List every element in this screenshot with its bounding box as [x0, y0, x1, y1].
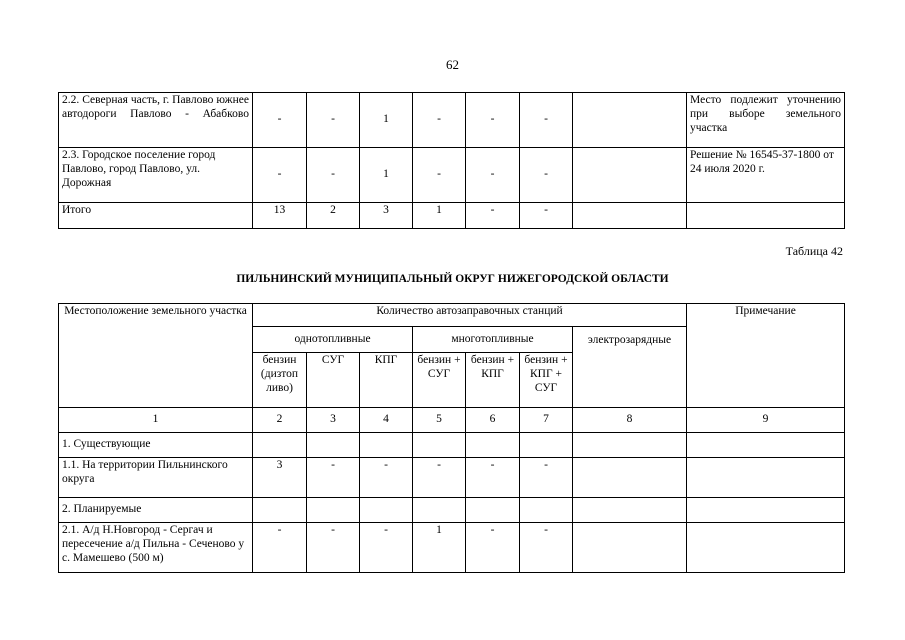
table-row [59, 148, 845, 203]
header-sub: бензин + КПГ [466, 353, 520, 408]
location-cell: 2. Планируемые [59, 498, 253, 523]
value-cell: - [413, 458, 466, 498]
value-cell [520, 498, 573, 523]
table-caption: Таблица 42 [785, 244, 843, 258]
value-cell: - [520, 93, 573, 148]
value-cell [360, 433, 413, 458]
column-number: 8 [573, 408, 687, 433]
value-cell: - [520, 148, 573, 203]
value-cell [307, 498, 360, 523]
header-location: Местоположение земельного участка [59, 304, 253, 408]
value-cell: 13 [253, 203, 307, 229]
table-row [59, 523, 845, 573]
location-cell: 1. Существующие [59, 433, 253, 458]
value-cell [573, 93, 687, 148]
value-cell: 1 [360, 148, 413, 203]
note-cell: Место подлежит уточнению при выборе земельного участка [687, 93, 845, 148]
table-row [59, 203, 845, 229]
value-cell: - [253, 93, 307, 148]
value-cell [466, 498, 520, 523]
location-cell: 2.2. Северная часть, г. Павлово южнее автодороги Павлово - Абабково [59, 93, 253, 148]
value-cell: 3 [360, 203, 413, 229]
header-row [59, 304, 845, 327]
header-sub: бензин (дизтоп ливо) [253, 353, 307, 408]
top-table [58, 92, 845, 229]
value-cell: - [307, 93, 360, 148]
note-cell: Решение № 16545-37-1800 от 24 июля 2020 г. [687, 148, 845, 203]
note-cell [687, 498, 845, 523]
header-single-fuel: однотопливные [253, 327, 413, 353]
column-number: 1 [59, 408, 253, 433]
value-cell: - [520, 458, 573, 498]
table-row [59, 433, 845, 458]
page-number: 62 [446, 57, 459, 72]
header-sub: бензин + КПГ + СУГ [520, 353, 573, 408]
column-number: 2 [253, 408, 307, 433]
value-cell [573, 523, 687, 573]
note-cell [687, 458, 845, 498]
value-cell [466, 433, 520, 458]
header-sub: СУГ [307, 353, 360, 408]
value-cell [520, 433, 573, 458]
value-cell: - [466, 523, 520, 573]
value-cell: - [413, 148, 466, 203]
header-electric: электрозарядные [573, 327, 687, 408]
value-cell [253, 498, 307, 523]
location-cell: 1.1. На территории Пильнинского округа [59, 458, 253, 498]
value-cell: - [466, 203, 520, 229]
table-row [59, 93, 845, 148]
value-cell [413, 498, 466, 523]
value-cell [573, 148, 687, 203]
value-cell: 1 [413, 203, 466, 229]
value-cell: - [466, 93, 520, 148]
value-cell: 2 [307, 203, 360, 229]
location-cell: 2.1. А/д Н.Новгород - Сергач и пересечение а/д Пильна - Сеченово у с. Мамешево (500 м) [59, 523, 253, 573]
value-cell: 1 [413, 523, 466, 573]
column-number: 7 [520, 408, 573, 433]
value-cell: - [360, 523, 413, 573]
value-cell [573, 498, 687, 523]
note-cell [687, 523, 845, 573]
main-table [58, 303, 845, 573]
table-title: ПИЛЬНИНСКИЙ МУНИЦИПАЛЬНЫЙ ОКРУГ НИЖЕГОРОДСКОЙ ОБЛАСТИ [236, 273, 669, 285]
value-cell: - [307, 148, 360, 203]
value-cell [573, 433, 687, 458]
column-number: 6 [466, 408, 520, 433]
note-cell [687, 433, 845, 458]
value-cell: - [360, 458, 413, 498]
value-cell [573, 203, 687, 229]
column-number: 4 [360, 408, 413, 433]
value-cell [253, 433, 307, 458]
value-cell: - [413, 93, 466, 148]
value-cell: - [466, 458, 520, 498]
value-cell: - [253, 148, 307, 203]
value-cell [307, 433, 360, 458]
header-sub: КПГ [360, 353, 413, 408]
value-cell: - [520, 523, 573, 573]
header-count: Количество автозаправочных станций [253, 304, 687, 327]
table-row [59, 498, 845, 523]
value-cell: - [307, 458, 360, 498]
value-cell [573, 458, 687, 498]
column-number: 5 [413, 408, 466, 433]
value-cell: 3 [253, 458, 307, 498]
location-cell: Итого [59, 203, 253, 229]
header-sub: бензин + СУГ [413, 353, 466, 408]
value-cell [360, 498, 413, 523]
table-row [59, 458, 845, 498]
header-note: Примечание [687, 304, 845, 408]
value-cell: - [307, 523, 360, 573]
value-cell: - [466, 148, 520, 203]
column-number: 9 [687, 408, 845, 433]
note-cell [687, 203, 845, 229]
location-cell: 2.3. Городское поселение город Павлово, город Павлово, ул. Дорожная [59, 148, 253, 203]
value-cell [413, 433, 466, 458]
value-cell: 1 [360, 93, 413, 148]
number-row [59, 408, 845, 433]
value-cell: - [253, 523, 307, 573]
header-multi-fuel: многотопливные [413, 327, 573, 353]
value-cell: - [520, 203, 573, 229]
column-number: 3 [307, 408, 360, 433]
